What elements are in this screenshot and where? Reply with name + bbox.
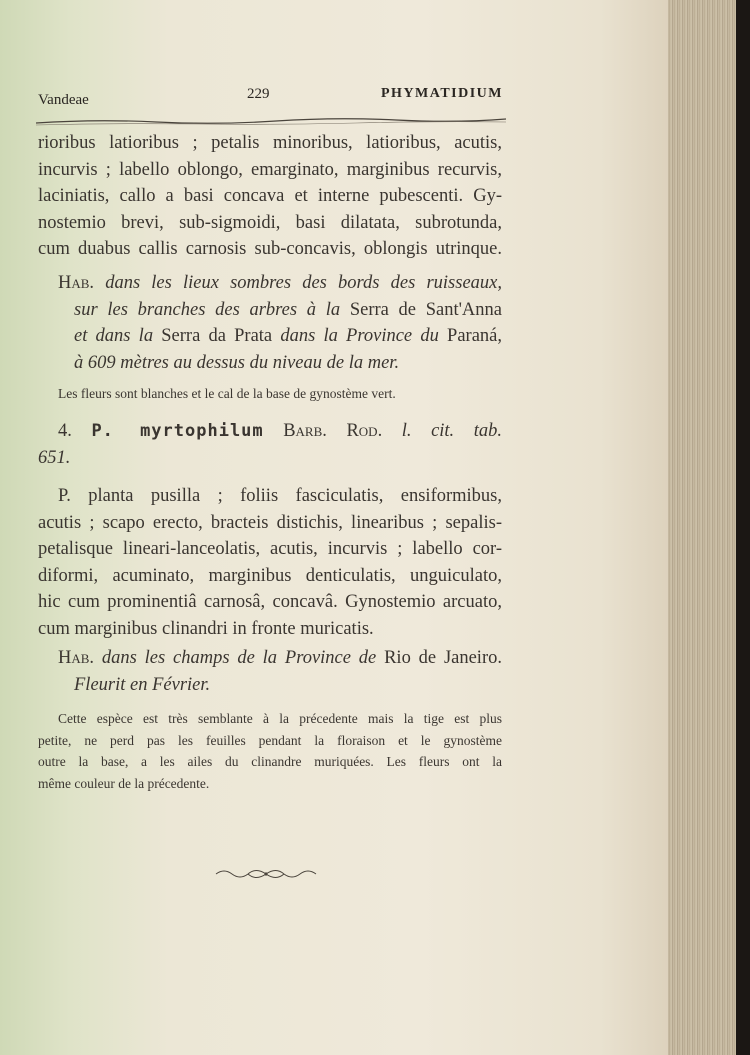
habitat-text: dans la Province du (280, 326, 439, 346)
page-stack-edge (668, 0, 750, 1055)
place-name: Rio de Janeiro. (376, 648, 502, 668)
text-line: nostemio brevi, sub-sigmoidi, basi dilatata, subrotunda, (38, 212, 502, 233)
running-header (0, 84, 668, 114)
place-name: Serra de Sant'Anna (340, 299, 502, 320)
text-line: acutis ; scapo erecto, bracteis distichis, linearibus ; sepalis- (38, 512, 502, 533)
species-line (58, 418, 502, 445)
text-line: rioribus latioribus ; petalis minoribus, latioribus, acutis, (38, 133, 502, 153)
habitat-label: Hab. (58, 648, 95, 668)
habitat-text: et dans la (74, 326, 154, 346)
text-line: incurvis ; labello oblongo, emarginato, marginibus recurvis, (38, 159, 502, 180)
habitat-line (58, 645, 502, 672)
habitat-line (74, 297, 502, 324)
species-name: P. myrtophilum (91, 421, 264, 441)
place-name: Paraná, (438, 326, 502, 346)
habitat-label: Hab. (58, 273, 95, 293)
habitat-text: dans les lieux sombres des bords des ruisseaux, (94, 273, 502, 293)
text-line: cum duabus callis carnosis sub-concavis, oblongis utrinque. (38, 239, 502, 259)
end-ornament-icon (214, 866, 318, 882)
header-genus-title: PHYMATIDIUM (381, 86, 504, 101)
note-text: petite, ne perd pas les feuilles pendant la floraison et le gynostème (38, 732, 502, 748)
text-line: cum marginibus clinandri in fronte muricatis. (38, 618, 374, 639)
habitat-line: à 609 mètres au dessus du niveau de la mer. (74, 352, 400, 373)
species-number: 4. (58, 421, 72, 441)
habitat-line (58, 270, 502, 297)
header-section-title: Vandeae (38, 92, 89, 108)
note-text: Les fleurs sont blanches et le cal de la base de gynostème vert. (58, 386, 396, 401)
note-text: même couleur de la précedente. (38, 775, 210, 791)
species-author: Barb. Rod. (263, 421, 383, 441)
text-line: P. planta pusilla ; foliis fasciculatis, ensiformibus, (58, 486, 502, 506)
note-text: outre la base, a les ailes du clinandre muriquées. Les fleurs ont la (38, 754, 502, 769)
habitat-text: sur les branches des arbres à la (74, 299, 341, 320)
text-line: hic cum prominentiâ carnosâ, concavâ. Gynostemio arcuato, (38, 592, 502, 612)
species-reference: l. cit. tab. (382, 421, 503, 441)
flowering-time: Fleurit en Février. (74, 674, 211, 695)
habitat-line (74, 323, 502, 350)
species-reference-cont: 651. (38, 447, 71, 468)
habitat-text: dans les champs de la Province de (94, 648, 377, 668)
page-number: 229 (247, 86, 270, 102)
text-line: petalisque lineari-lanceolatis, acutis, incurvis ; labello cor- (38, 539, 502, 559)
header-wavy-rule (36, 114, 506, 128)
text-line: laciniatis, callo a basi concava et interne pubescenti. Gy- (38, 186, 502, 206)
text-line: diformi, acuminato, marginibus denticulatis, unguiculato, (38, 565, 502, 586)
place-name: Serra da Prata (153, 326, 281, 346)
note-text: Cette espèce est très semblante à la précedente mais la tige est plus (58, 711, 502, 726)
